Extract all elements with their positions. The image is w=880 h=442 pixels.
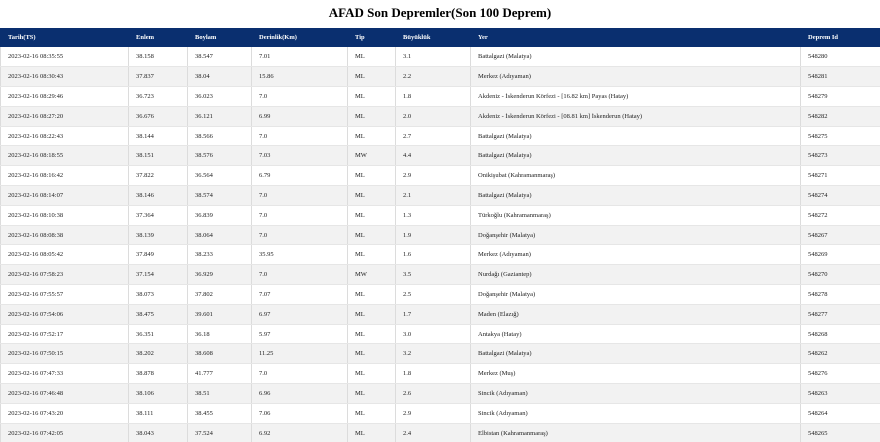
- cell-location: Battalgazi (Malatya): [471, 47, 801, 67]
- cell-longitude: 36.18: [188, 324, 252, 344]
- cell-longitude: 38.566: [188, 126, 252, 146]
- cell-date: 2023-02-16 08:30:43: [1, 67, 129, 87]
- cell-depth: 7.0: [252, 205, 348, 225]
- cell-depth: 7.03: [252, 146, 348, 166]
- cell-type: ML: [348, 186, 396, 206]
- cell-date: 2023-02-16 08:05:42: [1, 245, 129, 265]
- cell-latitude: 38.202: [129, 344, 188, 364]
- cell-date: 2023-02-16 08:10:38: [1, 205, 129, 225]
- cell-latitude: 37.154: [129, 265, 188, 285]
- cell-location: Merkez (Muş): [471, 364, 801, 384]
- cell-location: Maden (Elazığ): [471, 304, 801, 324]
- cell-location: Antakya (Hatay): [471, 324, 801, 344]
- cell-event-id: 548267: [801, 225, 880, 245]
- cell-event-id: 548279: [801, 87, 880, 107]
- table-body: [1, 47, 880, 442]
- cell-longitude: 36.839: [188, 205, 252, 225]
- cell-latitude: 38.073: [129, 285, 188, 305]
- cell-type: ML: [348, 245, 396, 265]
- cell-depth: 7.07: [252, 285, 348, 305]
- cell-latitude: 36.676: [129, 106, 188, 126]
- cell-depth: 7.0: [252, 265, 348, 285]
- cell-date: 2023-02-16 07:46:48: [1, 384, 129, 404]
- cell-location: Merkez (Adıyaman): [471, 67, 801, 87]
- table-header-row: [1, 28, 880, 47]
- cell-event-id: 548274: [801, 186, 880, 206]
- table-row: [1, 225, 880, 245]
- cell-latitude: 37.364: [129, 205, 188, 225]
- cell-location: Battalgazi (Malatya): [471, 186, 801, 206]
- cell-date: 2023-02-16 08:22:43: [1, 126, 129, 146]
- table-row: [1, 285, 880, 305]
- cell-event-id: 548277: [801, 304, 880, 324]
- cell-magnitude: 3.2: [396, 344, 471, 364]
- column-header-type[interactable]: Tip: [348, 28, 396, 47]
- cell-location: Türkoğlu (Kahramanmaraş): [471, 205, 801, 225]
- table-row: [1, 364, 880, 384]
- cell-latitude: 38.151: [129, 146, 188, 166]
- cell-magnitude: 1.7: [396, 304, 471, 324]
- cell-longitude: 36.929: [188, 265, 252, 285]
- cell-longitude: 38.51: [188, 384, 252, 404]
- cell-type: ML: [348, 384, 396, 404]
- cell-latitude: 38.146: [129, 186, 188, 206]
- cell-latitude: 38.144: [129, 126, 188, 146]
- cell-depth: 7.0: [252, 225, 348, 245]
- cell-magnitude: 2.4: [396, 423, 471, 442]
- cell-event-id: 548272: [801, 205, 880, 225]
- column-header-depth[interactable]: Derinlik(Km): [252, 28, 348, 47]
- cell-type: ML: [348, 225, 396, 245]
- cell-latitude: 38.139: [129, 225, 188, 245]
- cell-type: ML: [348, 423, 396, 442]
- cell-longitude: 38.064: [188, 225, 252, 245]
- cell-latitude: 38.158: [129, 47, 188, 67]
- table-row: [1, 245, 880, 265]
- cell-event-id: 548264: [801, 403, 880, 423]
- cell-type: ML: [348, 106, 396, 126]
- cell-depth: 35.95: [252, 245, 348, 265]
- cell-magnitude: 2.2: [396, 67, 471, 87]
- cell-magnitude: 1.8: [396, 364, 471, 384]
- cell-depth: 5.97: [252, 324, 348, 344]
- cell-date: 2023-02-16 07:54:06: [1, 304, 129, 324]
- cell-depth: 7.0: [252, 126, 348, 146]
- cell-magnitude: 2.0: [396, 106, 471, 126]
- cell-magnitude: 2.5: [396, 285, 471, 305]
- cell-type: MW: [348, 146, 396, 166]
- cell-magnitude: 3.5: [396, 265, 471, 285]
- table-row: [1, 166, 880, 186]
- cell-longitude: 38.547: [188, 47, 252, 67]
- cell-depth: 7.0: [252, 364, 348, 384]
- table-row: [1, 106, 880, 126]
- table-row: [1, 344, 880, 364]
- cell-date: 2023-02-16 08:16:42: [1, 166, 129, 186]
- cell-magnitude: 1.3: [396, 205, 471, 225]
- cell-location: Sincik (Adıyaman): [471, 384, 801, 404]
- table-row: [1, 47, 880, 67]
- cell-depth: 7.0: [252, 87, 348, 107]
- cell-longitude: 41.777: [188, 364, 252, 384]
- cell-magnitude: 1.6: [396, 245, 471, 265]
- cell-date: 2023-02-16 07:47:33: [1, 364, 129, 384]
- cell-date: 2023-02-16 07:50:15: [1, 344, 129, 364]
- cell-location: Nurdağı (Gaziantep): [471, 265, 801, 285]
- cell-magnitude: 3.0: [396, 324, 471, 344]
- cell-date: 2023-02-16 08:18:55: [1, 146, 129, 166]
- column-header-location[interactable]: Yer: [471, 28, 801, 47]
- cell-location: Sincik (Adıyaman): [471, 403, 801, 423]
- cell-magnitude: 2.9: [396, 403, 471, 423]
- cell-event-id: 548281: [801, 67, 880, 87]
- cell-depth: 6.79: [252, 166, 348, 186]
- cell-event-id: 548275: [801, 126, 880, 146]
- cell-type: ML: [348, 87, 396, 107]
- table-row: [1, 304, 880, 324]
- cell-magnitude: 1.8: [396, 87, 471, 107]
- cell-location: Akdeniz - İskenderun Körfezi - [08.81 km] İskenderun (Hatay): [471, 106, 801, 126]
- cell-type: ML: [348, 324, 396, 344]
- cell-date: 2023-02-16 08:08:38: [1, 225, 129, 245]
- cell-event-id: 548265: [801, 423, 880, 442]
- column-header-date[interactable]: Tarih(TS): [1, 28, 129, 47]
- cell-latitude: 37.849: [129, 245, 188, 265]
- cell-location: Battalgazi (Malatya): [471, 146, 801, 166]
- cell-longitude: 38.608: [188, 344, 252, 364]
- cell-longitude: 38.04: [188, 67, 252, 87]
- cell-date: 2023-02-16 07:42:05: [1, 423, 129, 442]
- cell-location: Akdeniz - İskenderun Körfezi - [16.82 km] Payas (Hatay): [471, 87, 801, 107]
- cell-latitude: 38.475: [129, 304, 188, 324]
- cell-longitude: 38.576: [188, 146, 252, 166]
- cell-latitude: 37.837: [129, 67, 188, 87]
- table-row: [1, 324, 880, 344]
- cell-type: ML: [348, 364, 396, 384]
- earthquake-table: [0, 28, 880, 442]
- cell-magnitude: 2.7: [396, 126, 471, 146]
- cell-date: 2023-02-16 07:58:23: [1, 265, 129, 285]
- cell-event-id: 548263: [801, 384, 880, 404]
- table-row: [1, 87, 880, 107]
- cell-date: 2023-02-16 08:29:46: [1, 87, 129, 107]
- cell-type: ML: [348, 47, 396, 67]
- cell-event-id: 548270: [801, 265, 880, 285]
- table-row: [1, 205, 880, 225]
- cell-date: 2023-02-16 08:27:20: [1, 106, 129, 126]
- cell-longitude: 37.524: [188, 423, 252, 442]
- cell-latitude: 36.723: [129, 87, 188, 107]
- cell-latitude: 36.351: [129, 324, 188, 344]
- column-header-event-id[interactable]: Deprem Id: [801, 28, 880, 47]
- cell-location: Onikişubat (Kahramanmaraş): [471, 166, 801, 186]
- cell-event-id: 548276: [801, 364, 880, 384]
- cell-event-id: 548273: [801, 146, 880, 166]
- earthquake-table-container: [0, 28, 880, 442]
- cell-type: ML: [348, 344, 396, 364]
- column-header-magnitude[interactable]: Büyüklük: [396, 28, 471, 47]
- cell-type: ML: [348, 304, 396, 324]
- cell-date: 2023-02-16 07:43:20: [1, 403, 129, 423]
- cell-location: Battalgazi (Malatya): [471, 344, 801, 364]
- cell-type: ML: [348, 205, 396, 225]
- cell-depth: 6.96: [252, 384, 348, 404]
- cell-magnitude: 1.9: [396, 225, 471, 245]
- table-row: [1, 423, 880, 442]
- table-row: [1, 384, 880, 404]
- cell-magnitude: 2.9: [396, 166, 471, 186]
- cell-date: 2023-02-16 08:35:55: [1, 47, 129, 67]
- cell-depth: 7.0: [252, 186, 348, 206]
- cell-event-id: 548271: [801, 166, 880, 186]
- cell-location: Merkez (Adıyaman): [471, 245, 801, 265]
- cell-type: MW: [348, 265, 396, 285]
- cell-event-id: 548282: [801, 106, 880, 126]
- cell-depth: 6.92: [252, 423, 348, 442]
- cell-depth: 7.06: [252, 403, 348, 423]
- cell-location: Battalgazi (Malatya): [471, 126, 801, 146]
- column-header-latitude[interactable]: Enlem: [129, 28, 188, 47]
- cell-depth: 6.97: [252, 304, 348, 324]
- cell-longitude: 39.601: [188, 304, 252, 324]
- cell-magnitude: 2.6: [396, 384, 471, 404]
- cell-event-id: 548280: [801, 47, 880, 67]
- cell-event-id: 548269: [801, 245, 880, 265]
- table-row: [1, 146, 880, 166]
- cell-date: 2023-02-16 08:14:07: [1, 186, 129, 206]
- cell-depth: 7.01: [252, 47, 348, 67]
- cell-type: ML: [348, 166, 396, 186]
- cell-latitude: 37.822: [129, 166, 188, 186]
- cell-location: Doğanşehir (Malatya): [471, 225, 801, 245]
- cell-latitude: 38.878: [129, 364, 188, 384]
- cell-latitude: 38.111: [129, 403, 188, 423]
- table-row: [1, 186, 880, 206]
- cell-type: ML: [348, 67, 396, 87]
- cell-longitude: 36.564: [188, 166, 252, 186]
- cell-latitude: 38.106: [129, 384, 188, 404]
- cell-longitude: 36.121: [188, 106, 252, 126]
- cell-magnitude: 3.1: [396, 47, 471, 67]
- cell-location: Doğanşehir (Malatya): [471, 285, 801, 305]
- cell-magnitude: 4.4: [396, 146, 471, 166]
- cell-type: ML: [348, 285, 396, 305]
- cell-date: 2023-02-16 07:55:57: [1, 285, 129, 305]
- cell-event-id: 548262: [801, 344, 880, 364]
- cell-magnitude: 2.1: [396, 186, 471, 206]
- table-row: [1, 403, 880, 423]
- column-header-longitude[interactable]: Boylam: [188, 28, 252, 47]
- cell-longitude: 36.023: [188, 87, 252, 107]
- table-row: [1, 67, 880, 87]
- cell-longitude: 38.455: [188, 403, 252, 423]
- cell-date: 2023-02-16 07:52:17: [1, 324, 129, 344]
- cell-event-id: 548278: [801, 285, 880, 305]
- cell-type: ML: [348, 126, 396, 146]
- cell-depth: 11.25: [252, 344, 348, 364]
- cell-event-id: 548268: [801, 324, 880, 344]
- cell-longitude: 38.233: [188, 245, 252, 265]
- cell-longitude: 38.574: [188, 186, 252, 206]
- cell-latitude: 38.043: [129, 423, 188, 442]
- cell-depth: 15.86: [252, 67, 348, 87]
- cell-longitude: 37.802: [188, 285, 252, 305]
- cell-type: ML: [348, 403, 396, 423]
- page-title: AFAD Son Depremler(Son 100 Deprem): [328, 5, 552, 20]
- cell-location: Elbistan (Kahramanmaraş): [471, 423, 801, 442]
- table-row: [1, 265, 880, 285]
- cell-depth: 6.99: [252, 106, 348, 126]
- table-row: [1, 126, 880, 146]
